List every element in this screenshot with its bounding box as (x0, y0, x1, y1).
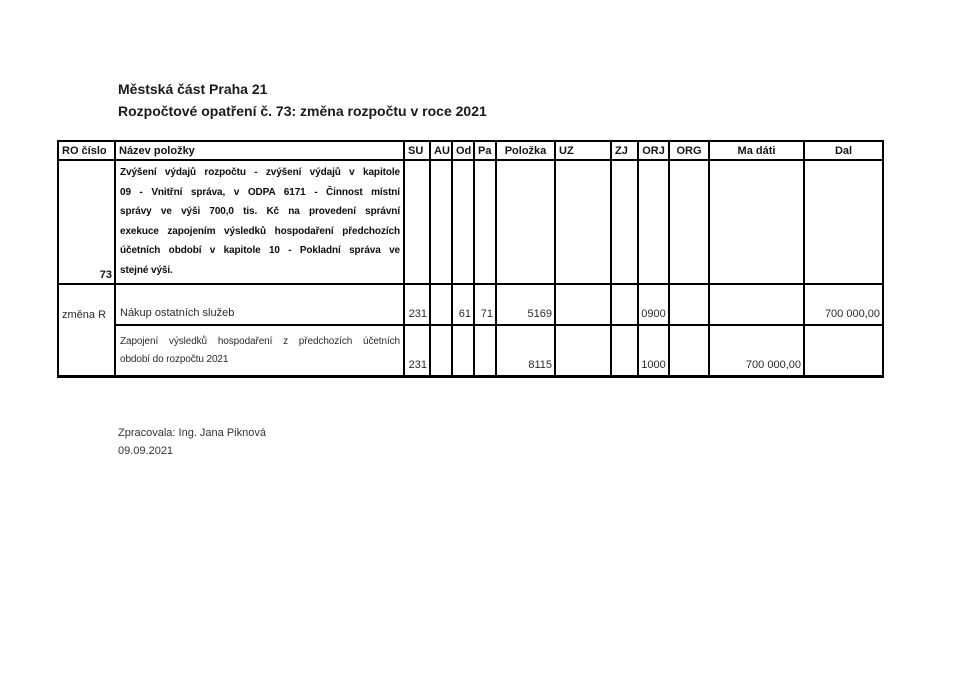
cell-empty (709, 284, 804, 325)
document-header (118, 78, 487, 122)
cell-empty (452, 325, 474, 376)
cell-empty (611, 284, 638, 325)
cell-su: 231 (404, 325, 430, 376)
col-header-ro-cislo: RO číslo (58, 141, 115, 160)
description-line: stejné výši. (120, 264, 173, 276)
col-header-polozka: Položka (496, 141, 555, 160)
description-line: 09 - Vnitřní správa, v ODPA 6171 - Činnost místní (120, 186, 400, 198)
cell-empty (804, 325, 883, 376)
cell-empty (638, 160, 669, 284)
cell-empty (430, 325, 452, 376)
cell-empty (804, 160, 883, 284)
cell-empty (474, 160, 496, 284)
cell-empty (474, 325, 496, 376)
item-name-line: období do rozpočtu 2021 (120, 354, 229, 365)
col-header-ma-dati: Ma dáti (709, 141, 804, 160)
date-line: 09.09.2021 (118, 445, 174, 457)
description-line: exekuce zapojením výsledků hospodaření předchozích (120, 225, 400, 237)
col-header-od: Od (452, 141, 474, 160)
cell-empty (611, 325, 638, 376)
description-line: správy ve výši 700,0 tis. Kč na provedení správní (120, 206, 400, 217)
cell-orj: 0900 (638, 284, 669, 325)
cell-empty (404, 160, 430, 284)
cell-ma-dati-amount: 700 000,00 (709, 325, 804, 376)
col-header-nazev-polozky: Název položky (115, 141, 404, 160)
cell-polozka: 5169 (496, 284, 555, 325)
cell-empty (555, 284, 611, 325)
cell-empty (430, 160, 452, 284)
cell-empty (669, 160, 709, 284)
cell-orj: 1000 (638, 325, 669, 376)
col-header-dal: Dal (804, 141, 883, 160)
cell-pa: 71 (474, 284, 496, 325)
cell-dal-amount: 700 000,00 (804, 284, 883, 325)
col-header-orj: ORJ (638, 141, 669, 160)
table-row-change-r (58, 284, 883, 325)
table-row-measure-description (58, 160, 883, 284)
cell-empty (669, 284, 709, 325)
cell-measure-description (115, 160, 404, 284)
author-line: Zpracovala: Ing. Jana Piknová (118, 427, 266, 439)
table-row-zapojeni (58, 325, 883, 376)
cell-empty (452, 160, 474, 284)
org-title: Městská část Praha 21 (118, 81, 268, 97)
document-footer (118, 424, 266, 460)
cell-empty (669, 325, 709, 376)
col-header-au: AU (430, 141, 452, 160)
col-header-uz: UZ (555, 141, 611, 160)
cell-item-name (115, 325, 404, 376)
cell-ro-number: 73 (58, 160, 115, 284)
budget-table (57, 140, 884, 378)
cell-polozka: 8115 (496, 325, 555, 376)
cell-item-name: Nákup ostatních služeb (115, 284, 404, 325)
description-line: účetních období v kapitole 10 - Pokladní správa ve (120, 245, 400, 256)
cell-empty (709, 160, 804, 284)
item-name-line: Zapojení výsledků hospodaření z předchozích účetních (120, 335, 400, 347)
col-header-org: ORG (669, 141, 709, 160)
cell-ro-change: změna R (58, 284, 115, 376)
doc-title: Rozpočtové opatření č. 73: změna rozpočtu v roce 2021 (118, 103, 487, 119)
cell-su: 231 (404, 284, 430, 325)
cell-empty (496, 160, 555, 284)
cell-empty (611, 160, 638, 284)
col-header-su: SU (404, 141, 430, 160)
cell-empty (430, 284, 452, 325)
col-header-pa: Pa (474, 141, 496, 160)
description-line: Zvýšení výdajů rozpočtu - zvýšení výdajů v kapitole (120, 167, 400, 178)
cell-empty (555, 160, 611, 284)
cell-od: 61 (452, 284, 474, 325)
cell-empty (555, 325, 611, 376)
table-header-row (58, 141, 883, 160)
col-header-zj: ZJ (611, 141, 638, 160)
